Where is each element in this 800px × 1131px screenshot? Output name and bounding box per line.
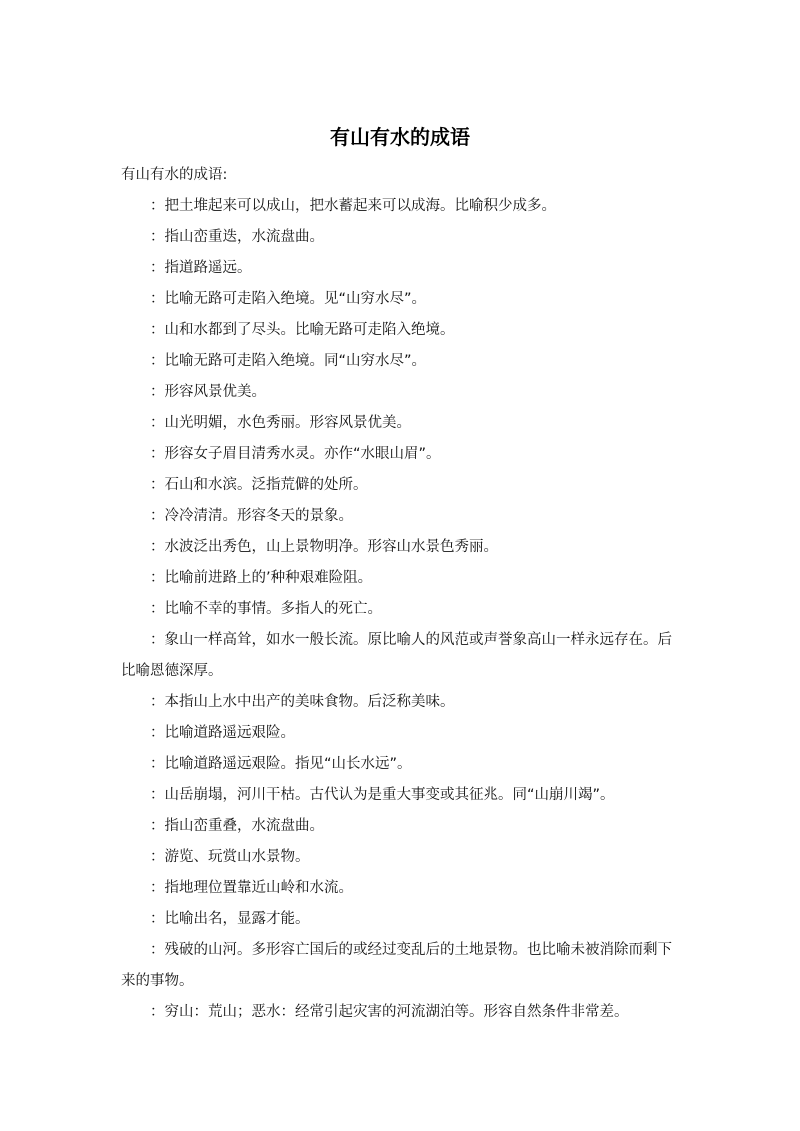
idiom-entry: ：比喻出名，显露才能。 <box>150 911 310 927</box>
idiom-entry: ：比喻无路可走陷入绝境。见“山穷水尽”。 <box>150 291 427 307</box>
idiom-entry: ：指地理位置靠近山岭和水流。 <box>150 880 353 896</box>
idiom-entry: ：穷山：荒山；恶水：经常引起灾害的河流湖泊等。形容自然条件非常差。 <box>150 1004 629 1020</box>
idiom-entry: ：形容女子眉目清秀水灵。亦作“水眼山眉”。 <box>150 446 441 462</box>
idiom-entry: ：比喻不幸的事情。多指人的死亡。 <box>150 601 382 617</box>
idiom-entry: ：比喻道路遥远艰险。指见“山长水远”。 <box>150 756 412 772</box>
idiom-entry: ：把土堆起来可以成山，把水蓄起来可以成海。比喻积少成多。 <box>150 198 556 214</box>
idiom-list <box>121 191 681 1028</box>
idiom-entry: ：山和水都到了尽头。比喻无路可走陷入绝境。 <box>150 322 455 338</box>
idiom-entry: ：指山峦重迭，水流盘曲。 <box>150 229 324 245</box>
idiom-entry: ：比喻道路遥远艰险。 <box>150 725 295 741</box>
idiom-entry: ：石山和水滨。泛指荒僻的处所。 <box>150 477 368 493</box>
document-title: 有山有水的成语 <box>330 125 470 149</box>
idiom-entry: ：游览、玩赏山水景物。 <box>150 849 310 865</box>
idiom-entry: ：比喻前进路上的’种种艰难险阻。 <box>150 570 373 586</box>
idiom-entry: ：冷冷清清。形容冬天的景象。 <box>150 508 353 524</box>
idiom-entry: ：形容风景优美。 <box>150 384 266 400</box>
idiom-entry: ：象山一样高耸，如水一般长流。原比喻人的风范或声誉象高山一样永远存在。后比喻恩德深厚。 <box>121 632 672 679</box>
intro-line: 有山有水的成语: <box>121 167 228 183</box>
idiom-entry: ：山岳崩塌，河川干枯。古代认为是重大事变或其征兆。同“山崩川竭”。 <box>150 787 615 803</box>
idiom-entry: ：水波泛出秀色，山上景物明净。形容山水景色秀丽。 <box>150 539 498 555</box>
document-body <box>121 160 681 1028</box>
idiom-entry: ：指道路遥远。 <box>150 260 252 276</box>
idiom-entry: ：本指山上水中出产的美味食物。后泛称美味。 <box>150 694 455 710</box>
idiom-entry: ：残破的山河。多形容亡国后的或经过变乱后的土地景物。也比喻未被消除而剩下来的事物。 <box>121 942 672 989</box>
idiom-entry: ：指山峦重叠，水流盘曲。 <box>150 818 324 834</box>
idiom-entry: ：比喻无路可走陷入绝境。同“山穷水尽”。 <box>150 353 427 369</box>
idiom-entry: ：山光明媚，水色秀丽。形容风景优美。 <box>150 415 411 431</box>
